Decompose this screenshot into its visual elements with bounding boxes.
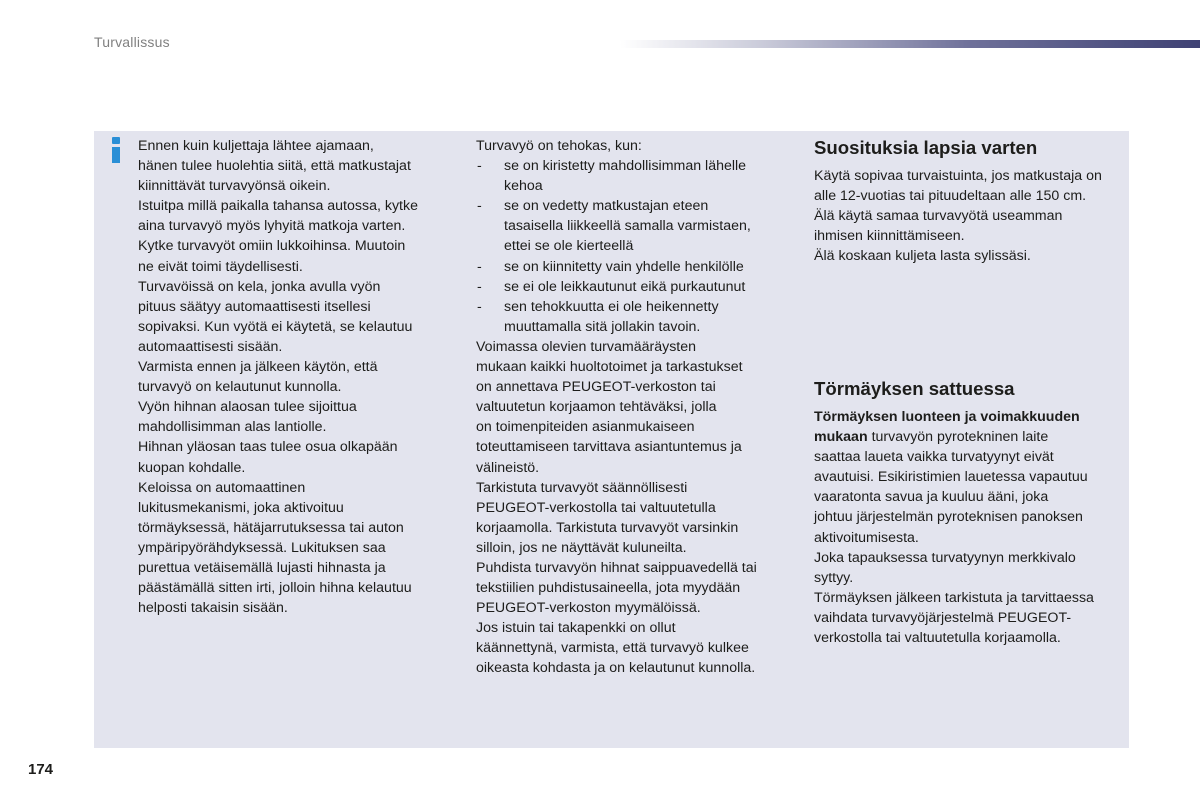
collision-line: Joka tapauksessa turvatyynyn merkkivalo — [814, 549, 1076, 566]
bullet-item — [476, 297, 796, 317]
collision-line: saattaa laueta vaikka turvatyynyt eivät — [814, 449, 1054, 466]
column-2 — [476, 136, 796, 679]
column1-line: Istuitpa millä paikalla tahansa autossa, kytke — [138, 198, 418, 215]
column2-line: PEUGEOT-verkostolla tai valtuutetulla — [476, 499, 716, 516]
column1-line: ne eivät toimi täydellisesti. — [138, 258, 303, 275]
bullet-continuation: ettei se ole kierteellä — [504, 238, 634, 255]
bullet-text: se on vedetty matkustajan eteen — [504, 198, 709, 215]
bullet-item — [476, 156, 796, 176]
collision-line: verkostolla tai valtuutetulla korjaamolla. — [814, 630, 1061, 647]
column1-line: Hihnan yläosan taas tulee osua olkapään — [138, 439, 398, 456]
column1-line: ympäripyörähdyksessä. Lukituksen saa — [138, 539, 386, 556]
bullet-dash: - — [477, 158, 482, 175]
bullet-text: sen tehokkuutta ei ole heikennetty — [504, 298, 719, 315]
collision-line-bold — [814, 407, 1134, 427]
children-line: Käytä sopivaa turvaistuinta, jos matkustaja on — [814, 168, 1102, 184]
column1-line: kiinnittävät turvavyönsä oikein. — [138, 178, 331, 195]
column1-line: päästämällä sitten irti, jolloin hihna kelautuu — [138, 580, 412, 597]
collision-line: aktivoitumisesta. — [814, 529, 919, 546]
column2-line: on toimenpiteiden asianmukaiseen — [476, 419, 695, 436]
section-title: Turvallissus — [94, 34, 170, 50]
column1-line: hänen tulee huolehtia siitä, että matkustajat — [138, 158, 411, 175]
column1-line: aina turvavyö myös lyhyitä matkoja varten. — [138, 218, 406, 235]
column1-line: Ennen kuin kuljettaja lähtee ajamaan, — [138, 138, 374, 154]
collision-line: johtuu järjestelmän pyroteknisen panoksen — [814, 509, 1083, 526]
collision-line: vaihdata turvavyöjärjestelmä PEUGEOT- — [814, 609, 1072, 626]
column2-line: on annettava PEUGEOT-verkoston tai — [476, 379, 716, 396]
collision-bold-text: mukaan — [814, 429, 868, 446]
children-line: Älä koskaan kuljeta lasta sylissäsi. — [814, 248, 1031, 265]
column2-line: silloin, jos ne näyttävät kuluneilta. — [476, 539, 687, 556]
children-line: ihmisen kiinnittämiseen. — [814, 228, 965, 245]
collision-bold-text: Törmäyksen luonteen ja voimakkuuden — [814, 409, 1080, 425]
bullet-item — [476, 277, 796, 297]
column-1 — [138, 136, 458, 618]
column2-line: Voimassa olevien turvamääräysten — [476, 338, 697, 355]
column2-line: Jos istuin tai takapenkki on ollut — [476, 620, 676, 637]
column1-line: automaattisesti sisään. — [138, 338, 283, 355]
column2-line: toteuttamiseen tarvittava asiantuntemus ja — [476, 439, 742, 456]
info-icon-stem — [112, 147, 120, 163]
column1-line: Vyön hihnan alaosan tulee sijoittua — [138, 399, 357, 416]
column2-line: mukaan kaikki huoltotoimet ja tarkastukset — [476, 359, 743, 376]
page-number: 174 — [28, 761, 54, 778]
bullet-item — [476, 257, 796, 277]
bullet-text: se on kiristetty mahdollisimman lähelle — [504, 158, 747, 175]
column-3-collision — [814, 407, 1134, 648]
column1-line: kuopan kohdalle. — [138, 459, 246, 476]
bullet-item — [476, 196, 796, 216]
children-line: Älä käytä samaa turvavyötä useamman — [814, 208, 1063, 225]
bullet-continuation: muuttamalla sitä jollakin tavoin. — [504, 318, 701, 335]
column-3-children — [814, 137, 1134, 266]
info-icon — [111, 137, 121, 163]
header-bar — [620, 40, 1200, 48]
bullet-dash: - — [477, 298, 482, 315]
column2-line: käännettynä, varmista, että turvavyö kulkee — [476, 640, 749, 657]
collision-line: vaaratonta savua ja kuuluu ääni, joka — [814, 489, 1049, 506]
collision-text: turvavyön pyrotekninen laite — [867, 429, 1049, 446]
column1-line: sopivaksi. Kun vyötä ei käytetä, se kelautuu — [138, 318, 413, 335]
info-icon-dot — [112, 137, 120, 144]
bullet-dash: - — [477, 258, 482, 275]
column1-line: Keloissa on automaattinen — [138, 479, 306, 496]
children-line: alle 12-vuotias tai pituudeltaan alle 150 cm. — [814, 188, 1087, 205]
column1-line: lukitusmekanismi, joka aktivoituu — [138, 499, 344, 516]
column1-line: pituus säätyy automaattisesti itsellesi — [138, 298, 371, 315]
column2-line: oikeasta kohdasta ja on kelautunut kunnolla. — [476, 660, 756, 677]
column2-intro: Turvavyö on tehokas, kun: — [476, 138, 642, 154]
collision-line-mixed — [814, 427, 1134, 447]
column2-line: valtuutetun korjaamon tehtäväksi, jolla — [476, 399, 717, 416]
bullet-text: se ei ole leikkautunut eikä purkautunut — [504, 278, 746, 295]
column1-line: Varmista ennen ja jälkeen käytön, että — [138, 359, 378, 376]
column2-line: tekstiilien puhdistusaineella, jota myydään — [476, 580, 741, 597]
column2-line: välineistö. — [476, 459, 540, 476]
bullet-dash: - — [477, 278, 482, 295]
column2-line: Tarkistuta turvavyöt säännöllisesti — [476, 479, 688, 496]
collision-heading: Törmäyksen sattuessa — [814, 378, 1015, 399]
column1-line: purettua vetäisemällä lujasti hihnasta ja — [138, 559, 386, 576]
collision-line: syttyy. — [814, 569, 854, 586]
column2-line: PEUGEOT-verkoston myymälöissä. — [476, 600, 701, 617]
column2-line: korjaamolla. Tarkistuta turvavyöt varsinkin — [476, 519, 739, 536]
bullet-text: se on kiinnitetty vain yhdelle henkilölle — [504, 258, 744, 275]
column1-line: Kytke turvavyöt omiin lukkoihinsa. Muutoin — [138, 238, 406, 255]
collision-line: avautuisi. Esikiristimien lauetessa vapautuu — [814, 469, 1088, 486]
column1-line: helposti takaisin sisään. — [138, 600, 288, 617]
bullet-dash: - — [477, 198, 482, 215]
column1-line: törmäyksessä, hätäjarrutuksessa tai auton — [138, 519, 404, 536]
children-heading: Suosituksia lapsia varten — [814, 137, 1038, 158]
bullet-continuation: tasaisella liikkeellä samalla varmistaen, — [504, 218, 751, 235]
column1-line: Turvavöissä on kela, jonka avulla vyön — [138, 278, 381, 295]
column1-line: mahdollisimman alas lantiolle. — [138, 419, 327, 436]
column2-line: Puhdista turvavyön hihnat saippuavedellä tai — [476, 559, 757, 576]
collision-line: Törmäyksen jälkeen tarkistuta ja tarvittaessa — [814, 589, 1094, 606]
column1-line: turvavyö on kelautunut kunnolla. — [138, 379, 342, 396]
bullet-continuation: kehoa — [504, 178, 543, 195]
